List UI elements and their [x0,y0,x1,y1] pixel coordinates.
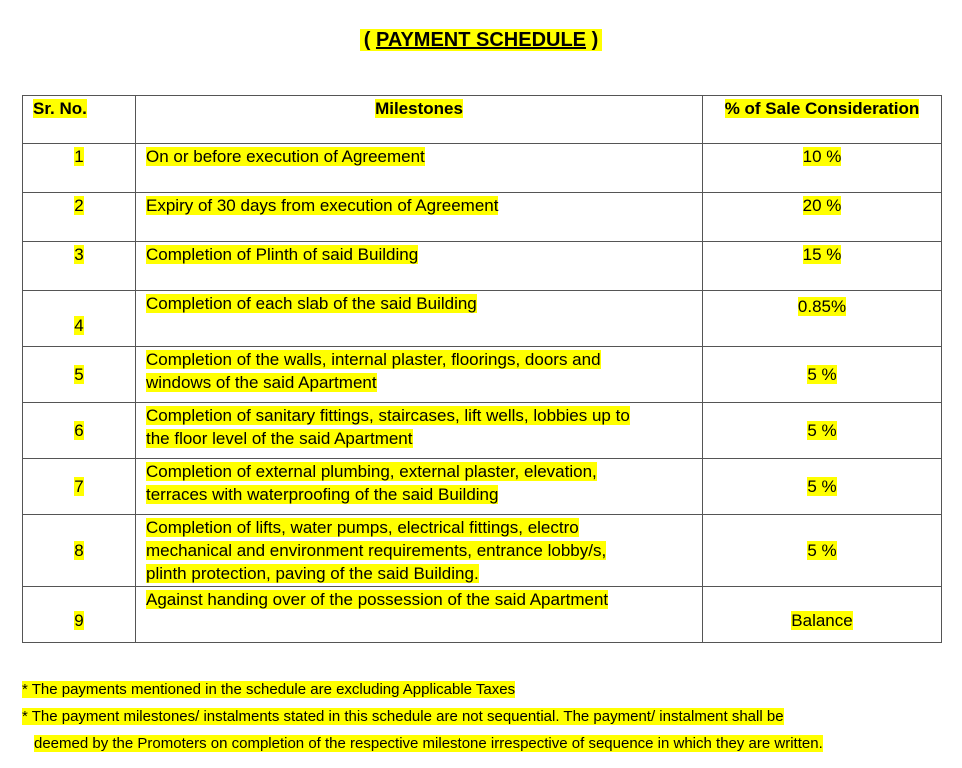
sr-cell [23,515,136,587]
milestone-text: Expiry of 30 days from execution of Agreement [146,196,499,215]
table-row [23,193,942,242]
percent-cell [703,459,942,515]
percent-value: 5 % [807,477,837,496]
sr-value: 8 [74,541,84,560]
title-close-paren: ) [591,29,599,51]
milestone-text: Completion of each slab of the said Building [146,294,477,313]
percent-cell [703,291,942,347]
percent-value: 5 % [807,421,837,440]
percent-value: 15 % [802,245,842,264]
table-row [23,587,942,643]
milestone-text-line-1: Completion of lifts, water pumps, electrical fittings, electro [146,518,579,537]
title-open-paren: ( [363,29,371,51]
sr-cell [23,193,136,242]
header-milestones-label: Milestones [375,99,463,118]
page-title [0,27,962,53]
sr-cell [23,587,136,643]
header-sr-no-label: Sr. No. [33,99,87,118]
sr-value: 3 [74,245,84,264]
milestone-cell [136,291,703,347]
table-header-row [23,96,942,144]
footnote-sequence-continued [22,730,942,757]
payment-schedule-table [22,95,942,643]
percent-cell [703,403,942,459]
table-row [23,347,942,403]
percent-value: 10 % [802,147,842,166]
percent-value: Balance [791,611,853,630]
table-row [23,144,942,193]
table-row [23,291,942,347]
footnote-sequence-text-line-2: deemed by the Promoters on completion of the respective milestone irrespective of sequence in which they are written. [34,735,823,752]
title-text: PAYMENT SCHEDULE [375,29,587,51]
sr-value: 1 [74,147,84,166]
percent-cell [703,347,942,403]
milestone-cell [136,515,703,587]
sr-cell [23,347,136,403]
sr-value: 2 [74,196,84,215]
milestone-cell [136,144,703,193]
sr-value: 4 [74,316,84,335]
sr-cell [23,144,136,193]
percent-value: 0.85% [797,297,847,316]
sr-value: 6 [74,421,84,440]
milestone-text-line-2: windows of the said Apartment [146,373,377,392]
milestone-cell [136,587,703,643]
milestone-cell [136,347,703,403]
footnote-sequence [22,703,942,730]
milestone-cell [136,242,703,291]
footnote-taxes [22,676,942,703]
sr-value: 9 [74,611,84,630]
milestone-text-line-2: terraces with waterproofing of the said Building [146,485,499,504]
milestone-cell [136,459,703,515]
milestone-text: Against handing over of the possession of the said Apartment [146,590,609,609]
percent-value: 5 % [807,365,837,384]
percent-cell [703,242,942,291]
percent-cell [703,144,942,193]
header-sr-no [23,96,136,144]
percent-cell [703,193,942,242]
percent-value: 20 % [802,196,842,215]
milestone-text-line-2: the floor level of the said Apartment [146,429,413,448]
table-row [23,515,942,587]
milestone-text-line-2: mechanical and environment requirements, entrance lobby/s, [146,541,607,560]
percent-value: 5 % [807,541,837,560]
milestone-cell [136,403,703,459]
sr-cell [23,242,136,291]
sr-cell [23,403,136,459]
table-row [23,403,942,459]
sr-value: 5 [74,365,84,384]
milestone-text-line-3: plinth protection, paving of the said Building. [146,564,479,583]
footnote-taxes-text: * The payments mentioned in the schedule are excluding Applicable Taxes [22,681,516,698]
percent-cell [703,515,942,587]
milestone-cell [136,193,703,242]
footnote-sequence-text-line-1: * The payment milestones/ instalments stated in this schedule are not sequential. The payment/ instalment shall be [22,708,784,725]
footnotes [22,676,942,757]
header-percent-label: % of Sale Consideration [724,99,920,118]
header-milestones [136,96,703,144]
sr-value: 7 [74,477,84,496]
header-percent [703,96,942,144]
milestone-text: Completion of Plinth of said Building [146,245,419,264]
sr-cell [23,459,136,515]
milestone-text-line-1: Completion of sanitary fittings, staircases, lift wells, lobbies up to [146,406,630,425]
milestone-text: On or before execution of Agreement [146,147,425,166]
percent-cell [703,587,942,643]
table-row [23,459,942,515]
title-highlight [360,29,603,51]
sr-cell [23,291,136,347]
milestone-text-line-1: Completion of the walls, internal plaster, floorings, doors and [146,350,601,369]
milestone-text-line-1: Completion of external plumbing, external plaster, elevation, [146,462,597,481]
table-row [23,242,942,291]
